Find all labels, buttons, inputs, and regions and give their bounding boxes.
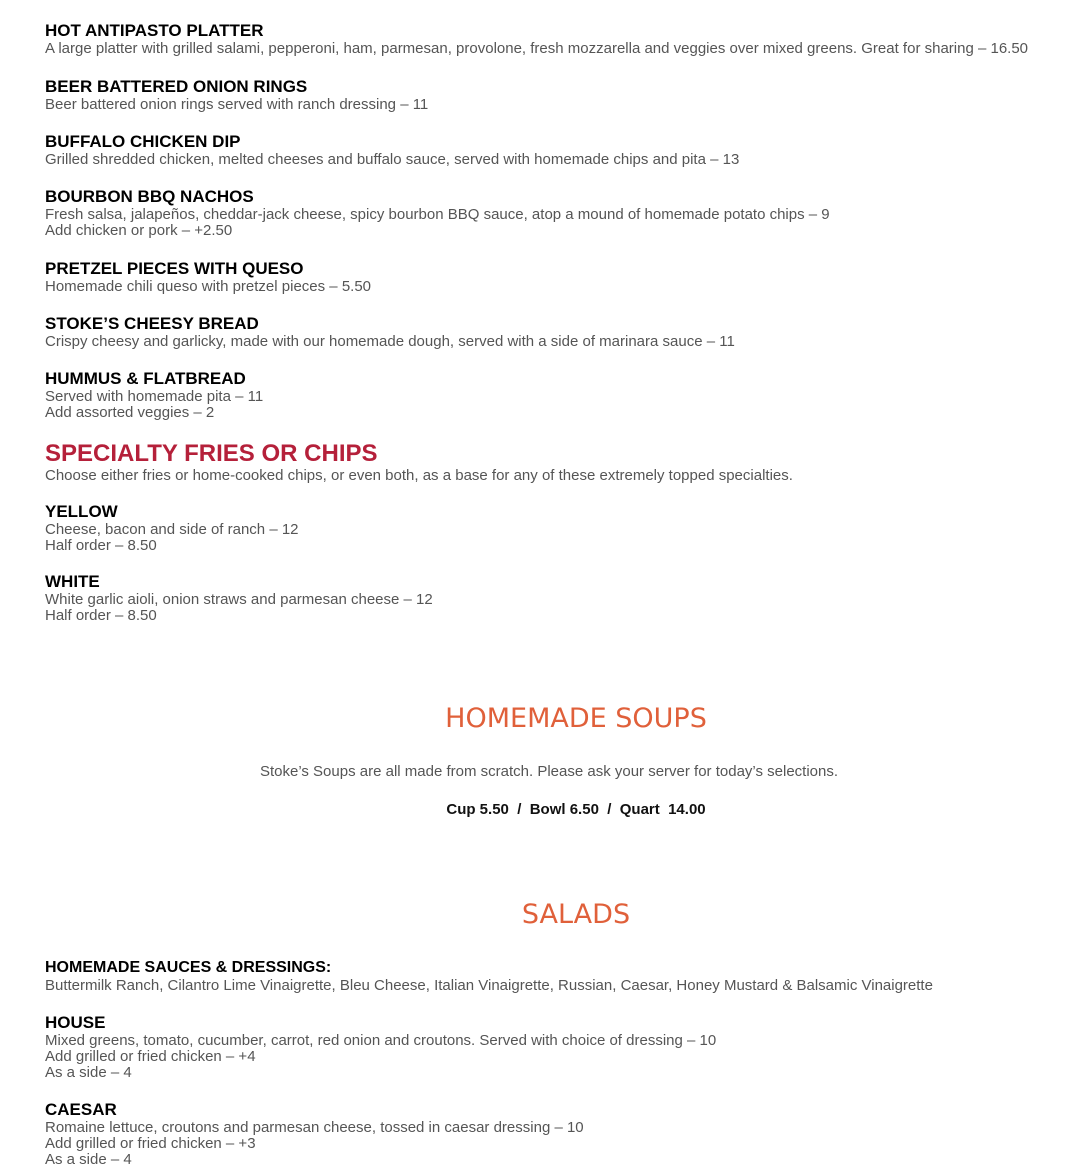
menu-item-nachos [45,187,830,239]
section-specialty [45,440,793,484]
soups-heading: HOMEMADE SOUPS [445,703,707,734]
item-description: Grilled shredded chicken, melted cheeses and buffalo sauce, served with homemade chips and pita – 13 [45,151,740,168]
menu-item-buffalo-dip [45,132,739,168]
item-description: Cheese, bacon and side of ranch – 12 [45,521,299,538]
item-description: Homemade chili queso with pretzel pieces – 5.50 [45,278,372,295]
item-title: PRETZEL PIECES WITH QUESO [45,259,304,278]
item-addon: Add assorted veggies – 2 [45,404,215,421]
item-description: Crispy cheesy and garlicky, made with our homemade dough, served with a side of marinara sauce – 11 [45,333,735,350]
salad-dressings [45,958,933,994]
item-description: White garlic aioli, onion straws and parmesan cheese – 12 [45,591,433,608]
item-title: HOT ANTIPASTO PLATTER [45,21,264,40]
item-description: Romaine lettuce, croutons and parmesan cheese, tossed in caesar dressing – 10 [45,1119,584,1136]
item-addon: Add grilled or fried chicken – +4 [45,1048,256,1065]
item-title: CAESAR [45,1100,117,1119]
item-description: Fresh salsa, jalapeños, cheddar-jack cheese, spicy bourbon BBQ sauce, atop a mound of homemade potato chips – 9 [45,206,830,223]
menu-item-cheesy-bread [45,314,735,350]
menu-item-antipasto [45,21,1028,57]
item-title: BEER BATTERED ONION RINGS [45,77,308,96]
item-title: STOKE’S CHEESY BREAD [45,314,259,333]
item-description: Buttermilk Ranch, Cilantro Lime Vinaigrette, Bleu Cheese, Italian Vinaigrette, Russian, Caesar, Honey Mustard & Balsamic Vinaigrette [45,977,933,994]
item-addon: Add chicken or pork – +2.50 [45,222,233,239]
item-addon: Add grilled or fried chicken – +3 [45,1135,256,1152]
salads-heading: SALADS [521,899,631,930]
item-title: BUFFALO CHICKEN DIP [45,132,241,151]
section-intro: Choose either fries or home-cooked chips, or even both, as a base for any of these extremely topped specialties. [45,467,793,484]
item-title: HOUSE [45,1013,106,1032]
soups-prices: Cup 5.50 / Bowl 6.50 / Quart 14.00 [446,801,706,818]
menu-item-caesar-salad [45,1100,584,1168]
item-description: Served with homemade pita – 11 [45,388,264,405]
menu-item-yellow [45,502,299,554]
menu-item-white [45,572,433,624]
item-description: Beer battered onion rings served with ranch dressing – 11 [45,96,429,113]
item-title: BOURBON BBQ NACHOS [45,187,254,206]
item-half-order: Half order – 8.50 [45,537,157,554]
menu-item-pretzel [45,259,371,295]
section-heading: SPECIALTY FRIES OR CHIPS [45,440,378,467]
item-side: As a side – 4 [45,1064,132,1081]
item-title: HOMEMADE SAUCES & DRESSINGS: [45,959,332,976]
item-half-order: Half order – 8.50 [45,607,157,624]
item-title: HUMMUS & FLATBREAD [45,369,246,388]
soups-description: Stoke’s Soups are all made from scratch. Please ask your server for today’s selections. [259,763,839,780]
item-description: Mixed greens, tomato, cucumber, carrot, red onion and croutons. Served with choice of dressing – 10 [45,1032,717,1049]
item-description: A large platter with grilled salami, pepperoni, ham, parmesan, provolone, fresh mozzarella and veggies over mixed greens. Great for sharing – 16.50 [45,40,1029,57]
menu-item-house-salad [45,1013,716,1081]
menu-item-hummus [45,369,263,421]
item-title: YELLOW [45,502,118,521]
item-side: As a side – 4 [45,1151,132,1168]
menu-item-onion-rings [45,77,428,113]
item-title: WHITE [45,572,100,591]
